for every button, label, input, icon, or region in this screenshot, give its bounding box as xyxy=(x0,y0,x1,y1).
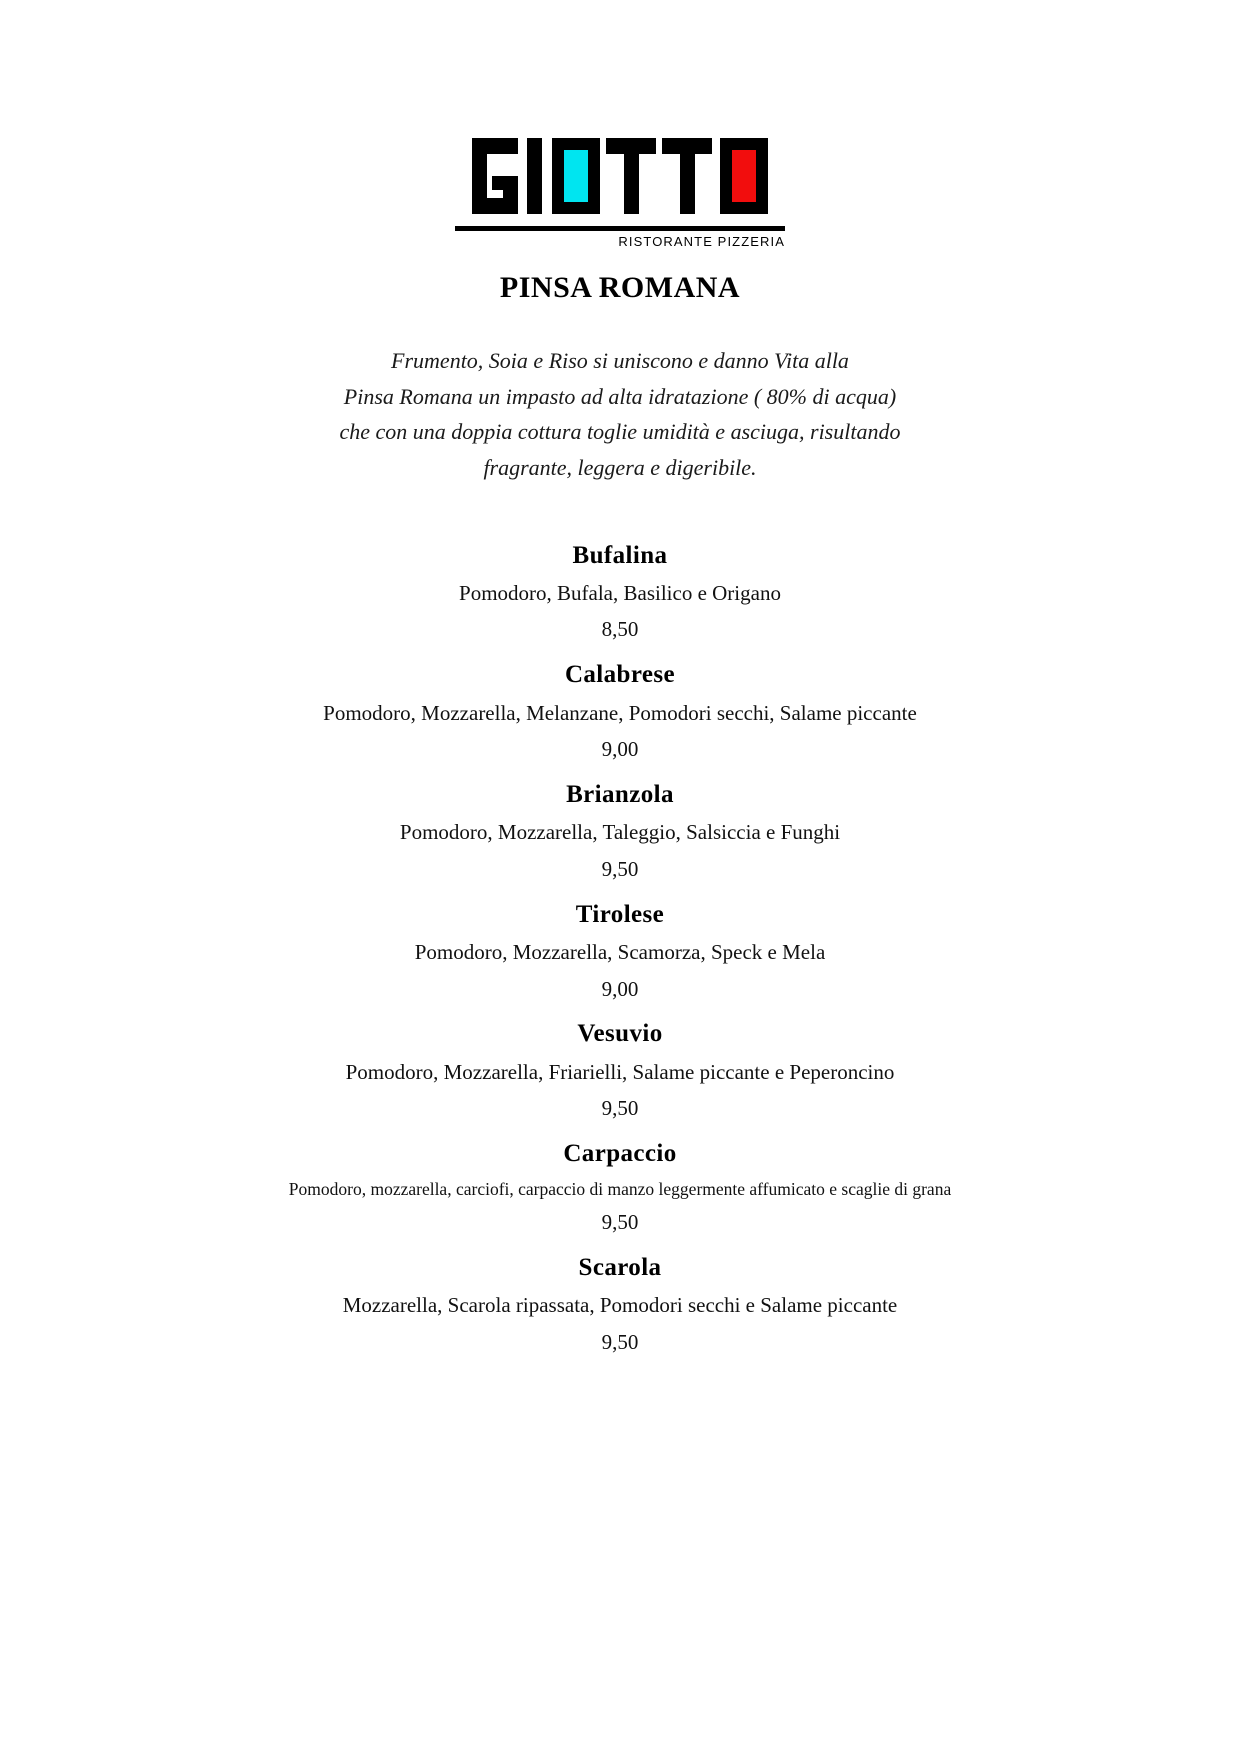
menu-item-name: Tirolese xyxy=(575,900,665,928)
logo-divider-rule xyxy=(455,226,785,231)
brand-logo xyxy=(455,138,785,249)
logo-letter-t2-icon xyxy=(662,138,714,214)
menu-item-description: Pomodoro, Mozzarella, Taleggio, Salsiccia e Funghi xyxy=(399,820,841,845)
intro-line: Frumento, Soia e Riso si uniscono e danno Vita alla xyxy=(391,348,849,374)
menu-item xyxy=(120,777,1120,889)
logo-letter-o-cyan-icon xyxy=(550,138,602,214)
logo-letter-o-red-icon xyxy=(718,138,770,214)
menu-item-name: Scarola xyxy=(578,1254,662,1282)
menu-item-name: Brianzola xyxy=(566,780,674,808)
intro-line: Pinsa Romana un impasto ad alta idratazione ( 80% di acqua) xyxy=(343,383,897,409)
logo-tagline: RISTORANTE PIZZERIA xyxy=(618,234,785,249)
menu-item-price: 9,00 xyxy=(601,976,639,1001)
logo-letter-i-icon xyxy=(524,138,546,214)
menu-item xyxy=(120,657,1120,769)
menu-item xyxy=(120,897,1120,1009)
intro-line: fragrante, leggera e digeribile. xyxy=(483,454,757,480)
menu-item xyxy=(120,538,1120,650)
page-title: PINSA ROMANA xyxy=(499,271,741,304)
menu-item-price: 8,50 xyxy=(601,617,639,642)
menu-item-description: Pomodoro, Mozzarella, Melanzane, Pomodori secchi, Salame piccante xyxy=(323,700,917,725)
menu-item-price: 9,50 xyxy=(601,1329,639,1354)
menu-item-name: Carpaccio xyxy=(563,1140,677,1168)
intro-paragraph xyxy=(260,343,980,486)
menu-item-name: Bufalina xyxy=(572,541,668,569)
menu-item-price: 9,50 xyxy=(601,1210,639,1235)
menu-item xyxy=(120,1250,1120,1362)
intro-line: che con una doppia cottura toglie umidità e asciuga, risultando xyxy=(339,419,901,445)
logo-letter-t1-icon xyxy=(606,138,658,214)
menu-item xyxy=(120,1016,1120,1128)
menu-item xyxy=(120,1136,1120,1242)
menu-item-list xyxy=(120,538,1120,1370)
menu-item-price: 9,50 xyxy=(601,856,639,881)
menu-item-name: Calabrese xyxy=(564,661,676,689)
menu-item-description: Pomodoro, Bufala, Basilico e Origano xyxy=(459,580,781,605)
menu-item-price: 9,50 xyxy=(601,1096,639,1121)
menu-item-description: Pomodoro, mozzarella, carciofi, carpaccio di manzo leggermente affumicato e scaglie di grana xyxy=(288,1179,952,1200)
menu-item-name: Vesuvio xyxy=(577,1020,663,1048)
menu-item-description: Pomodoro, Mozzarella, Friarielli, Salame piccante e Peperoncino xyxy=(345,1059,895,1084)
menu-item-price: 9,00 xyxy=(601,737,639,762)
menu-item-description: Mozzarella, Scarola ripassata, Pomodori secchi e Salame piccante xyxy=(342,1293,898,1318)
menu-item-description: Pomodoro, Mozzarella, Scamorza, Speck e Mela xyxy=(414,939,826,964)
logo-wordmark xyxy=(455,138,785,216)
logo-letter-g-icon xyxy=(470,138,520,214)
